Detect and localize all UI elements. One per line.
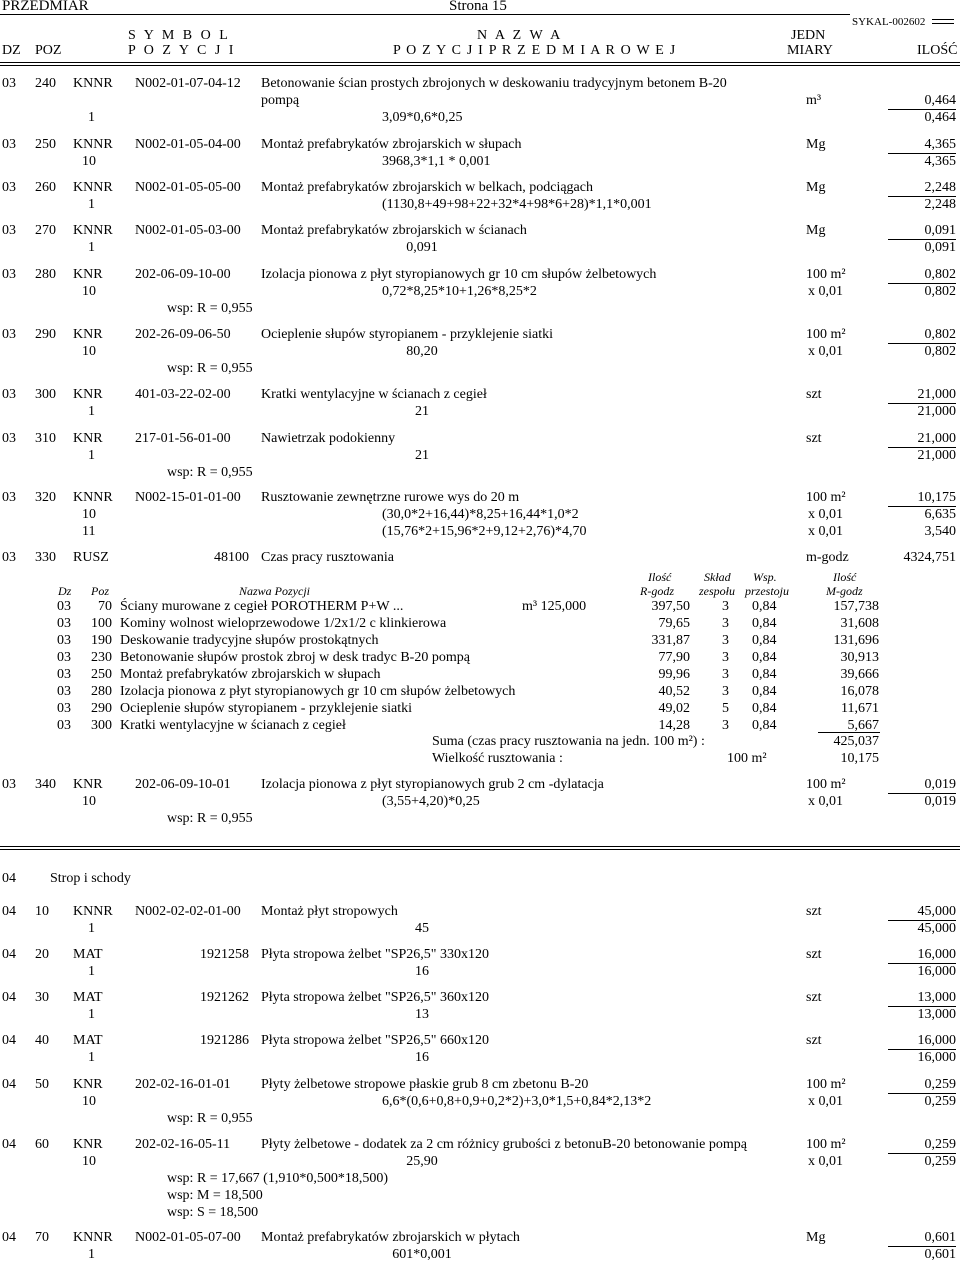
coefficient-row: wsp: R = 0,955 (167, 301, 253, 316)
rusz-row-wsp: 0,84 (752, 718, 777, 733)
sub-row-expression: 601*0,001 (392, 1247, 452, 1262)
item-dz: 04 (2, 1137, 16, 1152)
item-type: MAT (73, 1033, 103, 1048)
item-type: KNR (73, 777, 103, 792)
item-code: 217-01-56-01-00 (135, 431, 231, 446)
sub-row-expression: 25,90 (406, 1154, 438, 1169)
rusz-rows-underline (818, 732, 880, 733)
item-qty: 0,019 (924, 777, 956, 792)
item-name: Kratki wentylacyjne w ścianach z cegieł (261, 387, 487, 402)
item-name: Nawietrzak podokienny (261, 431, 396, 446)
rusz-row-mgodz: 39,666 (840, 667, 879, 682)
item-poz: 260 (35, 180, 56, 195)
item-code: 202-02-16-05-11 (135, 1137, 231, 1152)
item-dz: 03 (2, 267, 16, 282)
item-qty: 16,000 (917, 947, 956, 962)
item-unit: Mg (806, 1230, 826, 1245)
sub-row-value: 16,000 (917, 1050, 956, 1065)
sub-row-number: 10 (82, 154, 96, 169)
sub-row-value: 21,000 (917, 404, 956, 419)
item-poz: 240 (35, 76, 56, 91)
item-name: Montaż prefabrykatów zbrojarskich w ścianach (261, 223, 527, 238)
item-qty: 0,464 (924, 93, 956, 108)
system-code-rule (932, 19, 954, 24)
sub-row-value: 16,000 (917, 964, 956, 979)
item-code: N002-01-05-04-00 (135, 137, 241, 152)
rusz-unit: m-godz (806, 550, 849, 565)
sub-row-number: 1 (88, 404, 95, 419)
item-type: MAT (73, 990, 103, 1005)
item-qty: 0,802 (924, 267, 956, 282)
item-unit: 100 m² (806, 267, 846, 282)
item-dz: 03 (2, 223, 16, 238)
rusz-row-dz: 03 (57, 616, 71, 631)
rusz-row-sklad: 3 (722, 684, 729, 699)
item-code: N002-01-05-07-00 (135, 1230, 241, 1245)
rusz-row-poz: 230 (91, 650, 112, 665)
item-type: KNNR (73, 76, 113, 91)
sub-row-multiplier: x 0,01 (808, 524, 843, 539)
col-unit-2: MIARY (787, 43, 833, 58)
item-code: N002-01-05-05-00 (135, 180, 241, 195)
rusz-code: 48100 (214, 550, 249, 565)
item-qty: 0,601 (924, 1230, 956, 1245)
rusz-h-sklad1: Skład (704, 570, 731, 584)
rusz-h-rgodz: R-godz (640, 584, 674, 598)
rusz-row-poz: 300 (91, 718, 112, 733)
sub-row-number: 1 (88, 921, 95, 936)
rusz-size-value: 10,175 (840, 751, 879, 766)
item-unit: szt (806, 947, 822, 962)
sub-row-value: 13,000 (917, 1007, 956, 1022)
rusz-h-poz: Poz (91, 584, 109, 598)
item-name: Płyty żelbetowe - dodatek za 2 cm różnicy grubości z betonuB-20 betonowanie pompą (261, 1137, 747, 1152)
rusz-row-mgodz: 131,696 (833, 633, 879, 648)
item-qty: 0,091 (924, 223, 956, 238)
sub-row-multiplier: x 0,01 (808, 507, 843, 522)
rusz-row-name: Ocieplenie słupów styropianem - przyklejenie siatki (120, 701, 412, 716)
rusz-h-wsp1: Wsp. (753, 570, 777, 584)
item-dz: 04 (2, 947, 16, 962)
sub-row-multiplier: x 0,01 (808, 1154, 843, 1169)
rusz-row-wsp: 0,84 (752, 616, 777, 631)
sub-row-number: 1 (88, 448, 95, 463)
sub-row-expression: 6,6*(0,6+0,8+0,9+0,2*2)+3,0*1,5+0,84*2,13*2 (382, 1094, 652, 1109)
rusz-row-mgodz: 16,078 (840, 684, 879, 699)
item-unit: szt (806, 1033, 822, 1048)
rusz-row-rgodz: 397,50 (651, 599, 690, 614)
col-qty: ILOŚĆ (917, 43, 958, 58)
item-dz: 03 (2, 387, 16, 402)
rusz-dz: 03 (2, 550, 16, 565)
rusz-row-mgodz: 11,671 (841, 701, 879, 716)
sub-row-number: 1 (88, 964, 95, 979)
col-symbol-1: S Y M B O L (128, 28, 231, 43)
item-qty: 45,000 (917, 904, 956, 919)
section-separator-rule (0, 849, 960, 850)
rusz-row-mgodz: 157,738 (833, 599, 879, 614)
item-poz: 60 (35, 1137, 49, 1152)
item-dz: 04 (2, 1033, 16, 1048)
item-poz: 320 (35, 490, 56, 505)
item-code: 401-03-22-02-00 (135, 387, 231, 402)
item-qty: 0,259 (924, 1137, 956, 1152)
col-name-2: P O Z Y C J I P R Z E D M I A R O W E J (393, 43, 677, 58)
rusz-row-poz: 100 (91, 616, 112, 631)
item-dz: 03 (2, 137, 16, 152)
rusz-row-dz: 03 (57, 701, 71, 716)
rusz-row-sklad: 5 (722, 701, 729, 716)
item-name-cont: pompą (261, 93, 300, 108)
header-bottom-rule-1 (0, 62, 960, 63)
rusz-h-ilosc1: Ilość (648, 570, 672, 584)
rusz-row-dz: 03 (57, 650, 71, 665)
item-poz: 20 (35, 947, 49, 962)
rusz-row-poz: 280 (91, 684, 112, 699)
sub-row-number: 10 (82, 794, 96, 809)
sub-row-number: 10 (82, 507, 96, 522)
sub-row-expression: (15,76*2+15,96*2+9,12+2,76)*4,70 (382, 524, 587, 539)
item-unit: 100 m² (806, 777, 846, 792)
sub-row-number: 10 (82, 344, 96, 359)
item-code: N002-15-01-01-00 (135, 490, 241, 505)
item-unit: Mg (806, 180, 826, 195)
item-qty: 13,000 (917, 990, 956, 1005)
item-poz: 290 (35, 327, 56, 342)
coefficient-row: wsp: S = 18,500 (167, 1205, 259, 1220)
item-name: Rusztowanie zewnętrzne rurowe wys do 20 m (261, 490, 520, 505)
sub-row-value: 0,091 (924, 240, 956, 255)
sub-row-value: 2,248 (924, 197, 956, 212)
item-code: 202-06-09-10-01 (135, 777, 231, 792)
item-qty: 21,000 (917, 387, 956, 402)
rusz-row-sklad: 3 (722, 718, 729, 733)
coefficient-row: wsp: R = 0,955 (167, 465, 253, 480)
item-code: N002-01-05-03-00 (135, 223, 241, 238)
item-dz: 04 (2, 1077, 16, 1092)
rusz-row-dz: 03 (57, 633, 71, 648)
section-title: Strop i schody (50, 871, 131, 886)
item-name: Montaż prefabrykatów zbrojarskich w płytach (261, 1230, 520, 1245)
header-top-rule (0, 14, 850, 15)
sub-row-number: 10 (82, 1154, 96, 1169)
item-type: KNNR (73, 180, 113, 195)
col-name-1: N A Z W A (477, 28, 563, 43)
rusz-poz: 330 (35, 550, 56, 565)
rusz-row-rgodz: 331,87 (651, 633, 690, 648)
rusz-row-wsp: 0,84 (752, 650, 777, 665)
item-type: KNR (73, 1077, 103, 1092)
sub-row-expression: 13 (415, 1007, 429, 1022)
sub-row-number: 1 (88, 1050, 95, 1065)
item-qty: 21,000 (917, 431, 956, 446)
coefficient-row: wsp: R = 0,955 (167, 811, 253, 826)
sub-row-number: 10 (82, 284, 96, 299)
sub-row-multiplier: x 0,01 (808, 284, 843, 299)
item-type: KNR (73, 267, 103, 282)
item-name: Montaż płyt stropowych (261, 904, 398, 919)
item-poz: 270 (35, 223, 56, 238)
item-type: KNNR (73, 137, 113, 152)
rusz-row-name: Kratki wentylacyjne w ścianach z cegieł (120, 718, 346, 733)
item-qty: 16,000 (917, 1033, 956, 1048)
coefficient-row: wsp: M = 18,500 (167, 1188, 263, 1203)
item-type: MAT (73, 947, 103, 962)
header-bottom-rule-2 (0, 65, 960, 66)
rusz-row-rgodz: 14,28 (658, 718, 690, 733)
rusz-qty: 4324,751 (903, 550, 956, 565)
item-poz: 70 (35, 1230, 49, 1245)
col-symbol-2: P O Z Y C J I (128, 43, 236, 58)
item-poz: 300 (35, 387, 56, 402)
rusz-row-name: Izolacja pionowa z płyt styropianowych gr 10 cm słupów żelbetowych (120, 684, 516, 699)
sub-row-expression: 21 (415, 448, 429, 463)
item-poz: 340 (35, 777, 56, 792)
system-code: SYKAL-002602 (852, 16, 926, 28)
sub-row-value: 21,000 (917, 448, 956, 463)
item-dz: 03 (2, 180, 16, 195)
item-type: KNNR (73, 490, 113, 505)
item-name: Izolacja pionowa z płyt styropianowych grub 2 cm -dylatacja (261, 777, 604, 792)
rusz-row-wsp: 0,84 (752, 633, 777, 648)
sub-row-multiplier: x 0,01 (808, 1094, 843, 1109)
rusz-row-dz: 03 (57, 667, 71, 682)
item-code: 1921258 (200, 947, 249, 962)
item-qty: 10,175 (917, 490, 956, 505)
item-unit: 100 m² (806, 1077, 846, 1092)
item-dz: 04 (2, 1230, 16, 1245)
item-unit: Mg (806, 223, 826, 238)
sub-row-value: 4,365 (924, 154, 956, 169)
rusz-row-poz: 290 (91, 701, 112, 716)
sub-row-number: 1 (88, 110, 95, 125)
sub-row-expression: 0,091 (406, 240, 438, 255)
item-dz: 03 (2, 490, 16, 505)
item-name: Płyta stropowa żelbet "SP26,5" 330x120 (261, 947, 490, 962)
item-unit: 100 m² (806, 1137, 846, 1152)
rusz-row-sklad: 3 (722, 616, 729, 631)
item-poz: 50 (35, 1077, 49, 1092)
sub-row-expression: 21 (415, 404, 429, 419)
rusz-row-wsp: 0,84 (752, 667, 777, 682)
sub-row-expression: (1130,8+49+98+22+32*4+98*6+28)*1,1*0,001 (382, 197, 652, 212)
item-poz: 250 (35, 137, 56, 152)
item-name: Płyty żelbetowe stropowe płaskie grub 8 cm zbetonu B-20 (261, 1077, 589, 1092)
coefficient-row: wsp: R = 0,955 (167, 1111, 253, 1126)
sub-row-value: 0,802 (924, 284, 956, 299)
item-poz: 10 (35, 904, 49, 919)
rusz-row-rgodz: 99,96 (658, 667, 690, 682)
doc-title: PRZEDMIAR (2, 0, 89, 14)
rusz-row-rgodz: 77,90 (658, 650, 690, 665)
rusz-row-mgodz: 5,667 (847, 718, 879, 733)
rusz-row-mgodz: 31,608 (840, 616, 879, 631)
sub-row-number: 1 (88, 240, 95, 255)
sub-row-expression: 16 (415, 1050, 429, 1065)
rusz-type: RUSZ (73, 550, 109, 565)
rusz-row-mgodz: 30,913 (840, 650, 879, 665)
item-code: N002-02-02-01-00 (135, 904, 241, 919)
item-name: Płyta stropowa żelbet "SP26,5" 360x120 (261, 990, 490, 1005)
rusz-h-dz: Dz (58, 584, 72, 598)
item-type: KNR (73, 431, 103, 446)
item-dz: 04 (2, 904, 16, 919)
rusz-h-name: Nazwa Pozycji (239, 584, 310, 598)
sub-row-value: 3,540 (924, 524, 956, 539)
rusz-row-poz: 250 (91, 667, 112, 682)
item-name: Płyta stropowa żelbet "SP26,5" 660x120 (261, 1033, 490, 1048)
item-dz: 04 (2, 990, 16, 1005)
sub-row-expression: 0,72*8,25*10+1,26*8,25*2 (382, 284, 537, 299)
rusz-h-wsp2: przestoju (745, 584, 790, 598)
sub-row-number: 1 (88, 197, 95, 212)
item-unit: szt (806, 387, 822, 402)
sub-row-value: 0,802 (924, 344, 956, 359)
item-unit: m³ (806, 93, 822, 108)
rusz-row-extra: m³ 125,000 (522, 599, 587, 614)
rusz-row-wsp: 0,84 (752, 599, 777, 614)
item-qty: 0,802 (924, 327, 956, 342)
rusz-row-dz: 03 (57, 684, 71, 699)
item-code: 1921262 (200, 990, 249, 1005)
rusz-row-name: Kominy wolnost wieloprzewodowe 1/2x1/2 c klinkierowa (120, 616, 447, 631)
item-unit: 100 m² (806, 327, 846, 342)
rusz-size-label: Wielkość rusztowania : (432, 751, 563, 766)
item-poz: 40 (35, 1033, 49, 1048)
item-code: 202-02-16-01-01 (135, 1077, 231, 1092)
sub-row-expression: (3,55+4,20)*0,25 (382, 794, 480, 809)
section-dz: 04 (2, 871, 16, 886)
item-dz: 03 (2, 76, 16, 91)
item-name: Betonowanie ścian prostych zbrojonych w deskowaniu tradycyjnym betonem B-20 (261, 76, 727, 91)
section-separator-rule (0, 846, 960, 847)
rusz-h-ilosc2: Ilość (833, 570, 857, 584)
rusz-row-dz: 03 (57, 599, 71, 614)
sub-row-expression: 3,09*0,6*0,25 (382, 110, 463, 125)
item-unit: szt (806, 904, 822, 919)
sub-row-number: 1 (88, 1007, 95, 1022)
rusz-row-sklad: 3 (722, 633, 729, 648)
sub-row-expression: 80,20 (406, 344, 438, 359)
sub-row-value: 45,000 (917, 921, 956, 936)
item-qty: 2,248 (924, 180, 956, 195)
rusz-name: Czas pracy rusztowania (261, 550, 394, 565)
item-code: N002-01-07-04-12 (135, 76, 241, 91)
sub-row-value: 6,635 (924, 507, 956, 522)
item-dz: 03 (2, 327, 16, 342)
item-dz: 03 (2, 777, 16, 792)
sub-row-expression: (30,0*2+16,44)*8,25+16,44*1,0*2 (382, 507, 579, 522)
item-code: 202-06-09-10-00 (135, 267, 231, 282)
item-name: Ocieplenie słupów styropianem - przyklejenie siatki (261, 327, 553, 342)
rusz-row-name: Montaż prefabrykatów zbrojarskich w słupach (120, 667, 381, 682)
sub-row-value: 0,019 (924, 794, 956, 809)
item-poz: 310 (35, 431, 56, 446)
rusz-row-poz: 190 (91, 633, 112, 648)
sub-row-number: 1 (88, 1247, 95, 1262)
col-dz: DZ (2, 43, 21, 58)
rusz-row-sklad: 3 (722, 599, 729, 614)
item-poz: 280 (35, 267, 56, 282)
rusz-row-name: Betonowanie słupów prostok zbroj w desk tradyc B-20 pompą (120, 650, 470, 665)
item-type: KNNR (73, 904, 113, 919)
item-name: Montaż prefabrykatów zbrojarskich w słupach (261, 137, 522, 152)
sub-row-value: 0,601 (924, 1247, 956, 1262)
item-type: KNR (73, 387, 103, 402)
sub-row-number: 10 (82, 1094, 96, 1109)
item-type: KNR (73, 327, 103, 342)
sub-row-multiplier: x 0,01 (808, 344, 843, 359)
rusz-h-mgodz: M-godz (826, 584, 863, 598)
sub-row-expression: 16 (415, 964, 429, 979)
rusz-row-wsp: 0,84 (752, 701, 777, 716)
item-unit: 100 m² (806, 490, 846, 505)
item-dz: 03 (2, 431, 16, 446)
sub-row-expression: 3968,3*1,1 * 0,001 (382, 154, 491, 169)
item-code: 202-26-09-06-50 (135, 327, 231, 342)
item-unit: szt (806, 990, 822, 1005)
col-unit-1: JEDN (791, 28, 826, 43)
rusz-size-unit: 100 m² (727, 751, 767, 766)
rusz-h-sklad2: zespołu (699, 584, 735, 598)
rusz-row-poz: 70 (98, 599, 112, 614)
col-poz: POZ (35, 43, 62, 58)
rusz-row-rgodz: 40,52 (658, 684, 690, 699)
rusz-row-sklad: 3 (722, 667, 729, 682)
item-type: KNR (73, 1137, 103, 1152)
coefficient-row: wsp: R = 0,955 (167, 361, 253, 376)
sub-row-multiplier: x 0,01 (808, 794, 843, 809)
item-unit: Mg (806, 137, 826, 152)
rusz-row-sklad: 3 (722, 650, 729, 665)
rusz-row-rgodz: 49,02 (658, 701, 690, 716)
rusz-row-name: Deskowanie tradycyjne słupów prostokątnych (120, 633, 379, 648)
rusz-row-dz: 03 (57, 718, 71, 733)
rusz-sum-value: 425,037 (833, 734, 879, 749)
sub-row-value: 0,259 (924, 1094, 956, 1109)
page-number: Strona 15 (449, 0, 507, 14)
sub-row-expression: 45 (415, 921, 429, 936)
item-unit: szt (806, 431, 822, 446)
item-name: Izolacja pionowa z płyt styropianowych gr 10 cm słupów żelbetowych (261, 267, 657, 282)
item-code: 1921286 (200, 1033, 249, 1048)
rusz-row-name: Ściany murowane z cegieł POROTHERM P+W ... (120, 599, 404, 614)
item-qty: 0,259 (924, 1077, 956, 1092)
sub-row-number: 11 (82, 524, 96, 539)
sub-row-value: 0,464 (924, 110, 956, 125)
rusz-row-rgodz: 79,65 (658, 616, 690, 631)
rusz-sum-label: Suma (czas pracy rusztowania na jedn. 100 m²) : (432, 734, 705, 749)
coefficient-row: wsp: R = 17,667 (1,910*0,500*18,500) (167, 1171, 389, 1186)
item-poz: 30 (35, 990, 49, 1005)
rusz-row-wsp: 0,84 (752, 684, 777, 699)
sub-row-value: 0,259 (924, 1154, 956, 1169)
item-type: KNNR (73, 1230, 113, 1245)
item-qty: 4,365 (924, 137, 956, 152)
item-type: KNNR (73, 223, 113, 238)
item-name: Montaż prefabrykatów zbrojarskich w belkach, podciągach (261, 180, 593, 195)
